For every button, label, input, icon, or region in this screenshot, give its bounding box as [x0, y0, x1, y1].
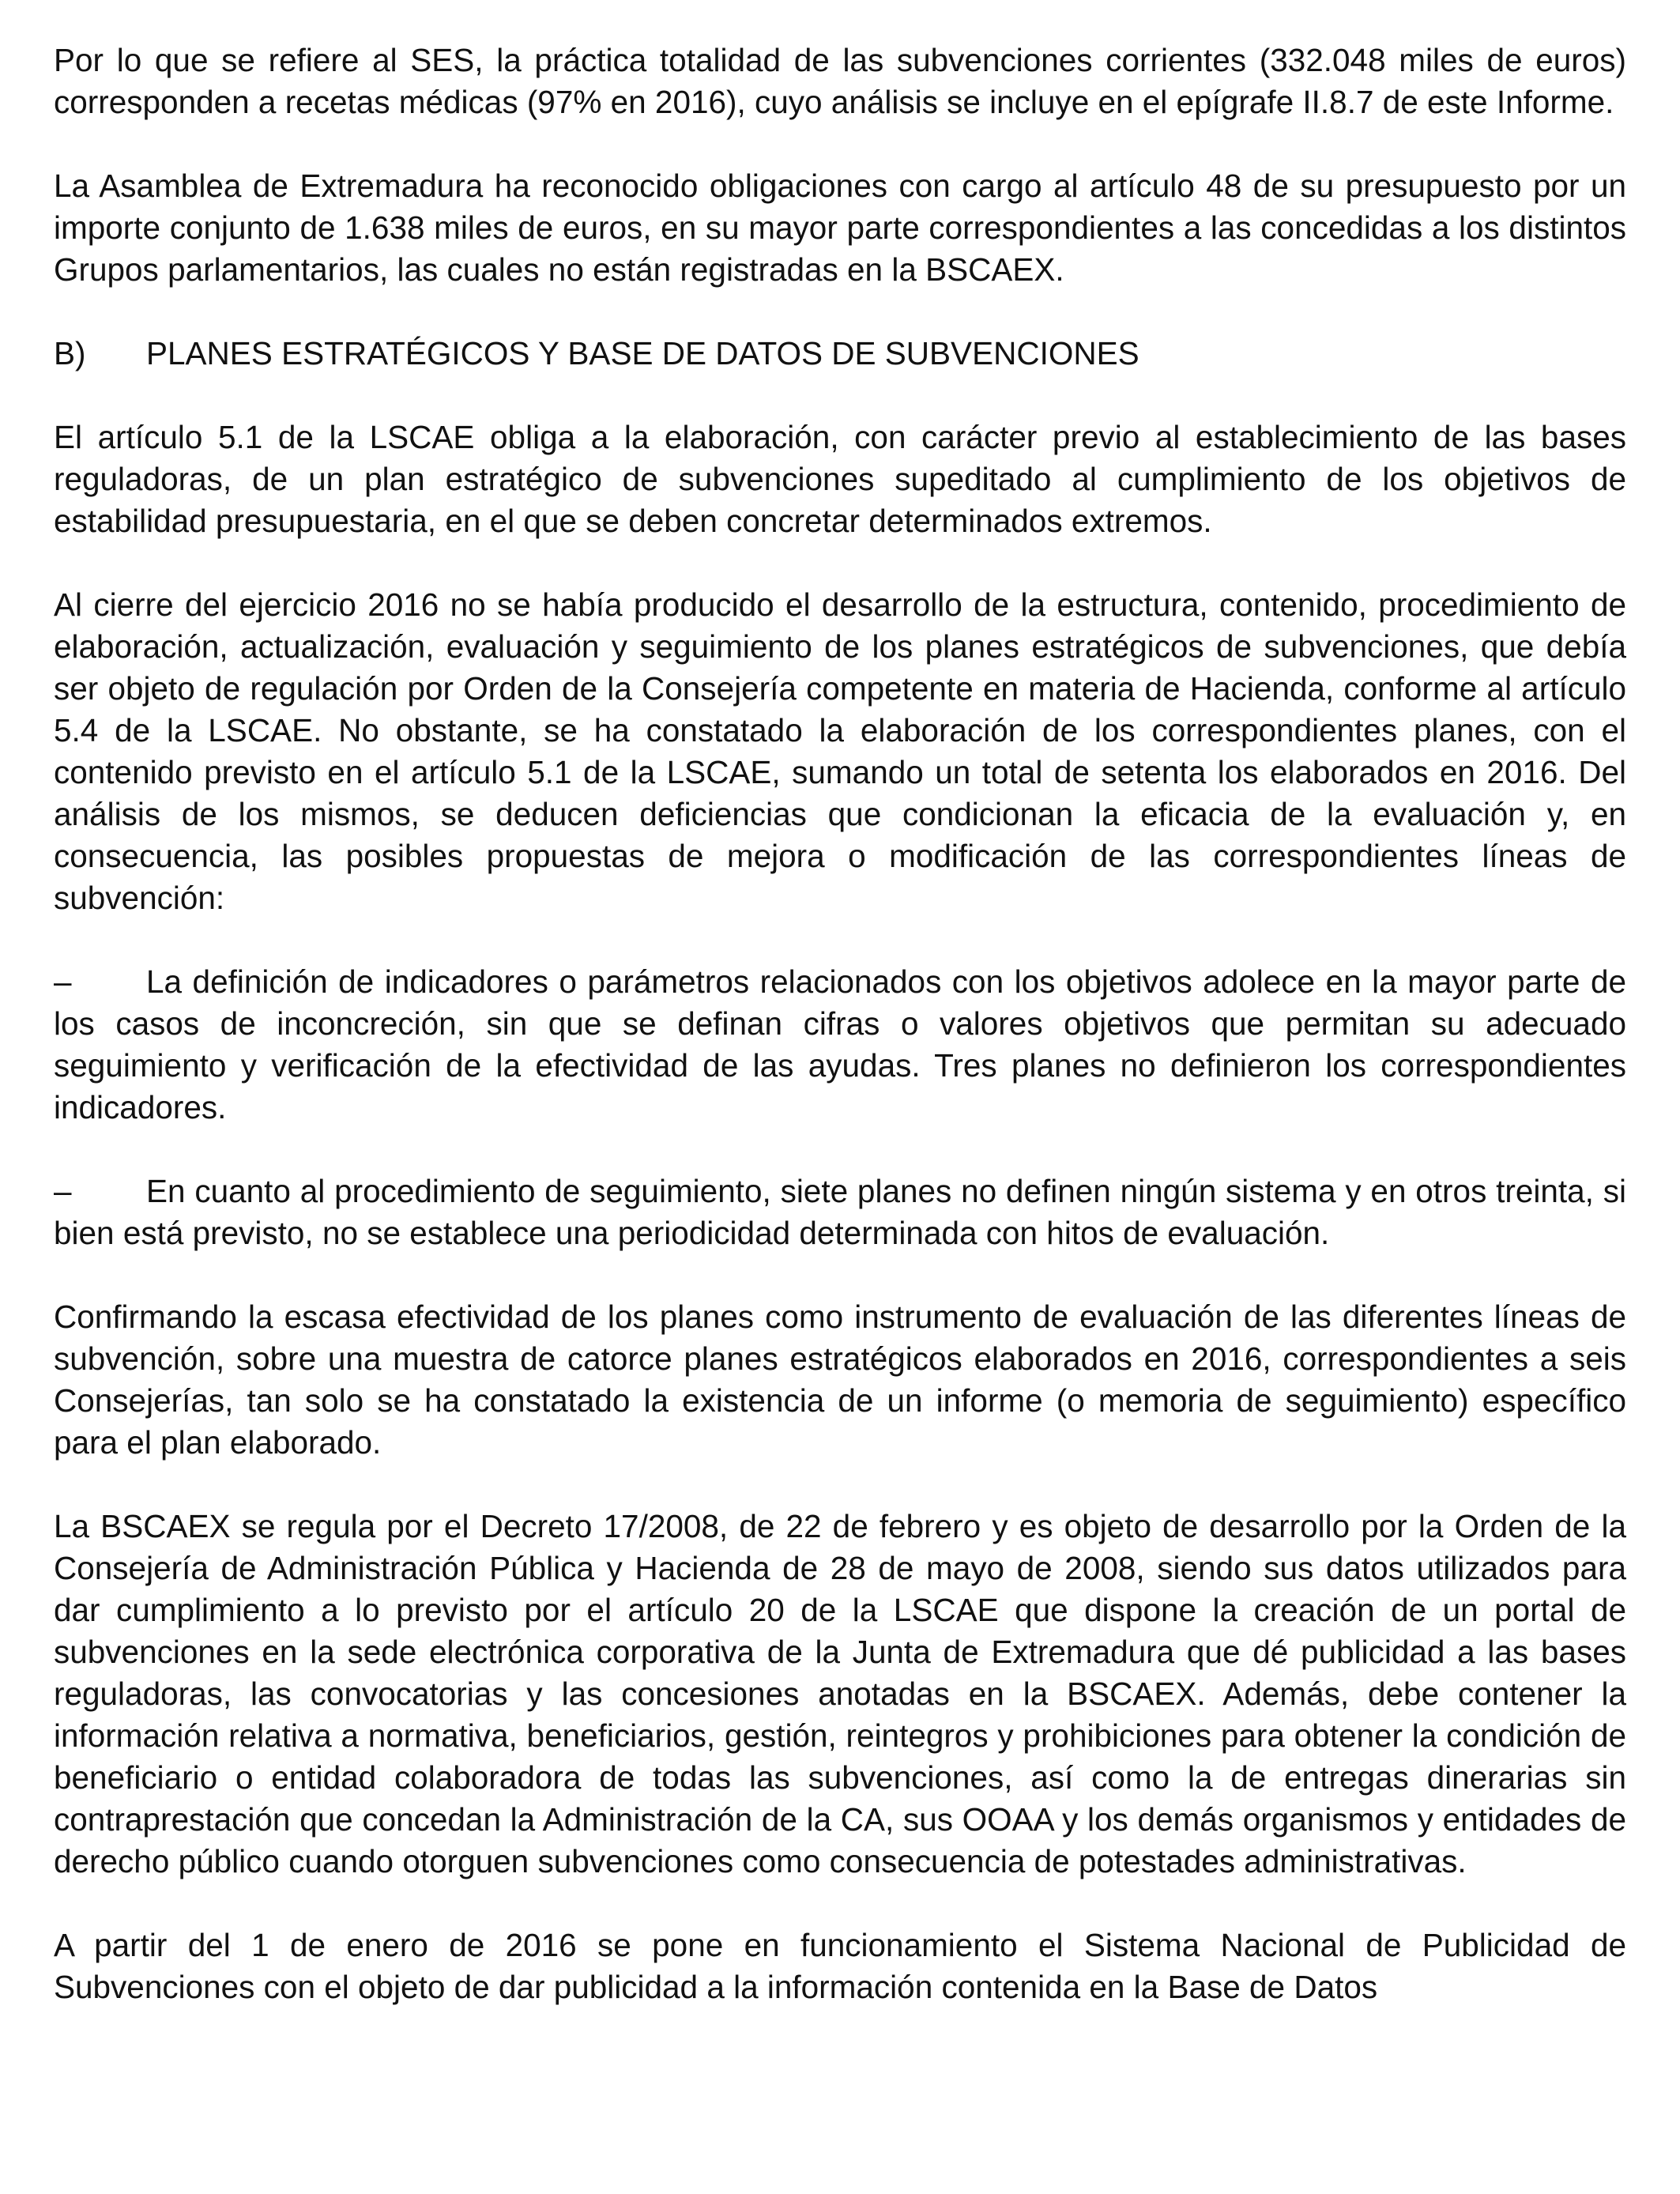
- paragraph-articulo-5-1: El artículo 5.1 de la LSCAE obliga a la elaboración, con carácter previo al establecimiento de las bases reguladoras, de un plan estratégico de subvenciones supeditado al cumplimiento de los objetivos de estabilidad presupuestaria, en el que se deben concretar determinados extremos.: [54, 419, 1626, 539]
- paragraph-bscaex-regulacion: La BSCAEX se regula por el Decreto 17/2008, de 22 de febrero y es objeto de desarrollo por la Orden de la Consejería de Administración Pública y Hacienda de 28 de mayo de 2008, siendo sus datos utilizados para dar cumplimiento a lo previsto por el artículo 20 de la LSCAE que dispone la creación de un portal de subvenciones en la sede electrónica corporativa de la Junta de Extremadura que dé publicidad a las bases reguladoras, las convocatorias y las concesiones anotadas en la BSCAEX. Además, debe contener la información relativa a normativa, beneficiarios, gestión, reintegros y prohibiciones para obtener la condición de beneficiario o entidad colaboradora de todas las subvenciones, así como la de entregas dinerarias sin contraprestación que concedan la Administración de la CA, sus OOAA y los demás organismos y entidades de derecho público cuando otorguen subvenciones como consecuencia de potestades administrativas.: [54, 1508, 1626, 1879]
- section-heading-letter: B): [54, 335, 86, 371]
- paragraph-confirmando: Confirmando la escasa efectividad de los planes como instrumento de evaluación de las diferentes líneas de subvención, sobre una muestra de catorce planes estratégicos elaborados en 2016, correspondientes a seis Consejerías, tan solo se ha constatado la existencia de un informe (o memoria de seguimiento) específico para el plan elaborado.: [54, 1299, 1626, 1461]
- dash-bullet-marker: –: [54, 1173, 72, 1209]
- section-heading: [54, 333, 1626, 375]
- bullet-seguimiento: [54, 1171, 1626, 1254]
- paragraph-asamblea-extremadura: La Asamblea de Extremadura ha reconocido obligaciones con cargo al artículo 48 de su presupuesto por un importe conjunto de 1.638 miles de euros, en su mayor parte correspondientes a las concedidas a los distintos Grupos parlamentarios, las cuales no están registradas en la BSCAEX.: [54, 168, 1626, 288]
- bullet-indicadores: [54, 961, 1626, 1129]
- bullet-text: En cuanto al procedimiento de seguimiento, siete planes no definen ningún sistema y en otros treinta, si bien está previsto, no se establece una periodicidad determinada con hitos de evaluación.: [54, 1173, 1626, 1251]
- document-page: [54, 40, 1626, 2008]
- paragraph-cierre-ejercicio: Al cierre del ejercicio 2016 no se había producido el desarrollo de la estructura, contenido, procedimiento de elaboración, actualización, evaluación y seguimiento de los planes estratégicos de subvenciones, que debía ser objeto de regulación por Orden de la Consejería competente en materia de Hacienda, conforme al artículo 5.4 de la LSCAE. No obstante, se ha constatado la elaboración de los correspondientes planes, con el contenido previsto en el artículo 5.1 de la LSCAE, sumando un total de setenta los elaborados en 2016. Del análisis de los mismos, se deducen deficiencias que condicionan la eficacia de la evaluación y, en consecuencia, las posibles propuestas de mejora o modificación de las correspondientes líneas de subvención:: [54, 586, 1626, 916]
- paragraph-ses-subvenciones: Por lo que se refiere al SES, la práctica totalidad de las subvenciones corrientes (332.048 miles de euros) corresponden a recetas médicas (97% en 2016), cuyo análisis se incluye en el epígrafe II.8.7 de este Informe.: [54, 42, 1626, 120]
- bullet-text: La definición de indicadores o parámetros relacionados con los objetivos adolece en la mayor parte de los casos de inconcreción, sin que se definan cifras o valores objetivos que permitan su adecuado seguimiento y verificación de la efectividad de las ayudas. Tres planes no definieron los correspondientes indicadores.: [54, 963, 1626, 1125]
- section-heading-title: PLANES ESTRATÉGICOS Y BASE DE DATOS DE SUBVENCIONES: [146, 335, 1139, 371]
- dash-bullet-marker: –: [54, 963, 72, 1000]
- paragraph-sistema-nacional: A partir del 1 de enero de 2016 se pone en funcionamiento el Sistema Nacional de Publicidad de Subvenciones con el objeto de dar publicidad a la información contenida en la Base de Datos: [54, 1927, 1626, 2005]
